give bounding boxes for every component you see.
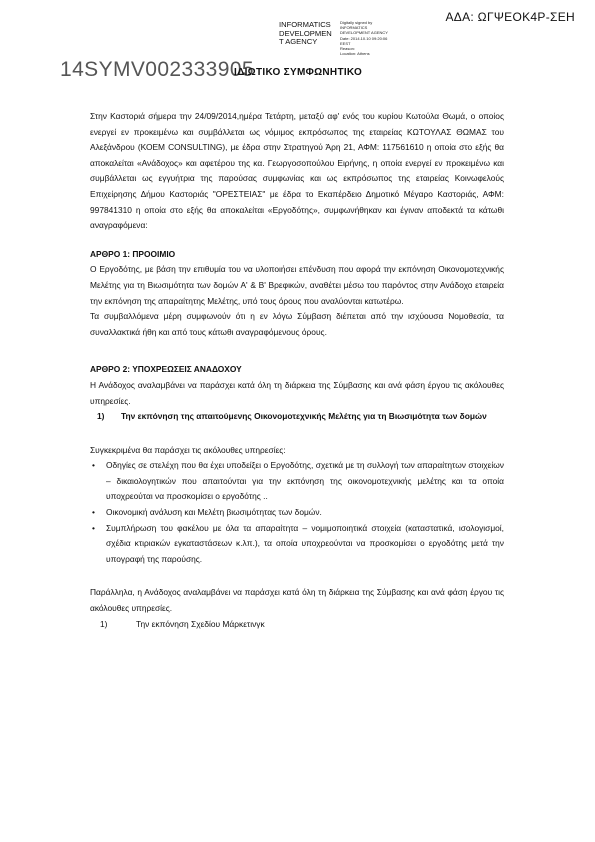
signature-line: Location: Athens: [340, 51, 370, 57]
signature-line: Reason:: [340, 46, 355, 52]
signature-line: Digitally signed by: [340, 20, 373, 25]
signature-line: INFORMATICS: [340, 25, 368, 31]
document-body: [90, 109, 504, 632]
agency-name: INFORMATICS DEVELOPMEN T AGENCY: [279, 20, 332, 47]
list-item: • Οικονομική ανάλυση και Μελέτη βιωσιμότητας των δομών.: [90, 505, 504, 521]
article-1-paragraph: Ο Εργοδότης, με βάση την επιθυμία του να υλοποιήσει επένδυση που αφορά την εκπόνηση Οικονομοτεχνικής Μελέτης για τη Βιωσιμότητα των δομών Α' & Β' Βρεφικών, αναθέτει μέσω του παρόντος στην Ανάδοχο εταιρεία την εκπόνηση της απαραίτητης Μελέτης, υπό τους όρους που αναλύονται κατωτέρω.: [90, 264, 504, 306]
item-text: Την εκπόνηση της απαιτούμενης Οικονομοτεχνικής Μελέτης για τη Βιωσιμότητα των δομών: [121, 411, 487, 422]
list-item: • Οδηγίες σε στελέχη που θα έχει υποδείξει ο Εργοδότης, σχετικά με τη συλλογή των απαραίτητων στοιχείων – δικαιολογητικών που απαιτούνται για την εκπόνηση της οικονομοτεχνικής μελέτης και τα οποία υποχρεούται να προσκομίσει ο εργοδότης ..: [90, 458, 504, 505]
item-number: 1): [100, 618, 108, 629]
list-item: • Συμπλήρωση του φακέλου με όλα τα απαραίτητα – νομιμοποιητικά στοιχεία (καταστατικά, ισολογισμοί, σχέδια κτιριακών εγκαταστάσεων κ.λπ.), τα οποία υποχρεούνται να προσκομίσει ο εργοδότης μετά την υπογραφή της παρούσης.: [90, 521, 504, 568]
numbered-item: [90, 409, 504, 425]
intro-paragraph: Στην Καστοριά σήμερα την 24/09/2014,ημέρα Τετάρτη, μεταξύ αφ' ενός του κυρίου Κωτούλα Θωμά, ο οποίος ενεργεί εν προκειμένω και συμβάλλεται ως νόμιμος εκπρόσωπος της εταιρείας ΚΩΤΟΥΛΑΣ ΘΩΜΑΣ του Αλεξάνδρου (ΚΟΕΜ CONSULTING), με έδρα στην Στρατηγού Άρη 21, ΑΦΜ: 117561610 η οποία στο εξής θα αποκαλείται «Ανάδοχος» και αφετέρου της κα. Γεωργοσοπούλου Ειρήνης, η οποία ενεργεί εν προκειμένω και συμβάλλεται ως εγγυήτρια της παρούσας συμφωνίας και ως εκπρόσωπος της εταιρείας Κοινωφελούς Επιχείρησης Δήμου Καστοριάς "ΟΡΕΣΤΕΙΑΣ" με έδρα το Εκαπέρδειο Δημοτικό Μέγαρο Καστοριάς, ΑΦΜ: 997841310 η οποία στο εξής θα αποκαλείται «Εργοδότης», συμφωνήθηκαν και έγιναν αποδεκτά τα κάτωθι αναγραφόμενα:: [90, 111, 504, 231]
article-2-paragraph: Η Ανάδοχος αναλαμβάνει να παράσχει κατά όλη τη διάρκεια της Σύμβασης και ανά φάση έργου τις ακόλουθες υπηρεσίες.: [90, 379, 504, 406]
ada-code: ΑΔΑ: ΩΓΨΕΟΚ4Ρ-ΣΕΗ: [445, 10, 575, 24]
signature-line: Date: 2014.10.10 09:20:06: [340, 35, 388, 41]
numbered-item: [90, 617, 504, 633]
article-2-title: ΑΡΘΡΟ 2: ΥΠΟΧΡΕΩΣΕΙΣ ΑΝΑΔΟΧΟΥ: [90, 364, 242, 375]
digital-signature-block: [340, 20, 400, 56]
article-1-title: ΑΡΘΡΟ 1: ΠΡΟΟΙΜΙΟ: [90, 248, 176, 259]
article-1-paragraph: Τα συμβαλλόμενα μέρη συμφωνούν ότι η εν λόγω Σύμβαση διέπεται από την ισχύουσα Νομοθεσία, τα συναλλακτικά ήθη και από τους κάτωθι αναγραφόμενους όρους.: [90, 311, 504, 337]
article-2-paragraph: Παράλληλα, η Ανάδοχος αναλαμβάνει να παράσχει κατά όλη τη διάρκεια της Σύμβασης και ανά φάση έργου τις ακόλουθες υπηρεσίες.: [90, 587, 504, 614]
services-list: [90, 458, 504, 567]
item-number: 1): [97, 411, 105, 422]
document-id: 14SYMV002333905: [60, 58, 254, 81]
document-title: ΙΔΙΩΤΙΚΟ ΣΥΜΦΩΝΗΤΙΚΟ: [234, 67, 363, 78]
signature-line: DEVELOPMENT AGENCY: [340, 30, 388, 36]
signature-line: EEST: [340, 40, 351, 46]
article-2-paragraph: Συγκεκριμένα θα παράσχει τις ακόλουθες υπηρεσίες:: [90, 444, 286, 455]
item-text: Την εκπόνηση Σχεδίου Μάρκετινγκ: [136, 618, 265, 629]
